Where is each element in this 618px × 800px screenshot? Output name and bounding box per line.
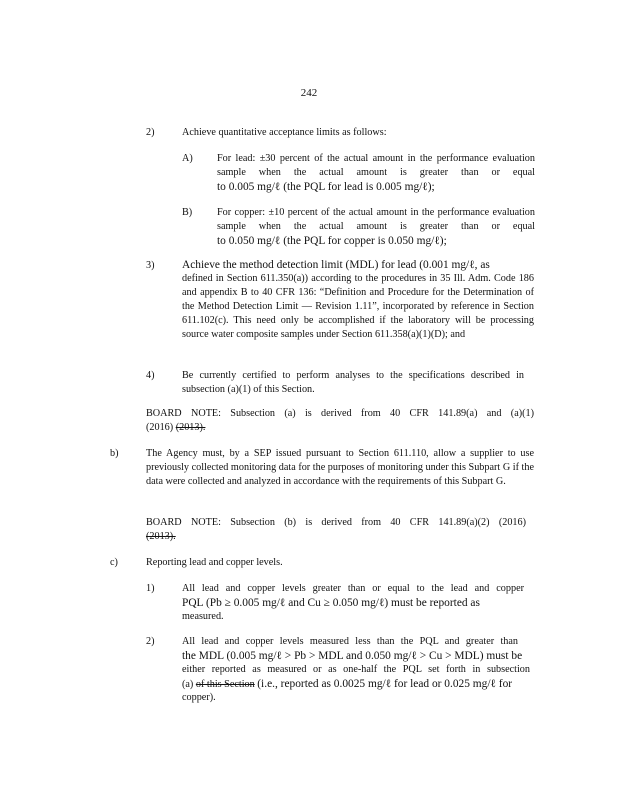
item-4-text: Be currently certified to perform analyses to the specifications described in subsection (a)(1) of this Section. — [182, 370, 524, 395]
item-2a-text: For lead: ±30 percent of the actual amount in the performance evaluation sample when the actual amount is greater than or equal — [217, 153, 535, 178]
section-c-text: Reporting lead and copper levels. — [146, 557, 283, 568]
section-b-label: b) — [110, 448, 119, 459]
item-2b-text: For copper: ±10 percent of the actual amount in the performance evaluation sample when the actual amount is greater than or equal — [217, 207, 535, 232]
board-note-b-struck: (2013). — [146, 531, 176, 542]
page-number: 242 — [300, 87, 318, 99]
item-2-label: 2) — [146, 127, 155, 138]
section-c-label: c) — [110, 557, 118, 568]
section-c1-line3: measured. — [182, 611, 224, 622]
board-note-a-struck: (2013). — [175, 422, 206, 433]
section-c1-line1: All lead and copper levels greater than or equal to the lead and copper — [182, 583, 524, 594]
section-c2-line4 — [182, 677, 542, 692]
board-note-b-cont — [146, 530, 346, 544]
board-note-b: BOARD NOTE: Subsection (b) is derived from 40 CFR 141.89(a)(2) (2016) — [146, 517, 526, 528]
section-b-text: The Agency must, by a SEP issued pursuant to Section 611.110, allow a supplier to use previously collected monitoring data for the purposes of monitoring under this Subpart G if the data were collected and analyzed in accordance with the requirements of this Subpart G. — [146, 448, 534, 487]
section-c2-line2: the MDL (0.005 mg/ℓ > Pb > MDL and 0.050 mg/ℓ > Cu > MDL) must be — [182, 650, 523, 662]
item-2a-text-cont: to 0.005 mg/ℓ (the PQL for lead is 0.005 mg/ℓ); — [217, 181, 435, 193]
item-4-label: 4) — [146, 370, 155, 381]
item-3-text-cont: defined in Section 611.350(a)) according to the procedures in 35 Ill. Adm. Code 186 and appendix B to 40 CFR 136: “Definition and Procedure for the Determination of the Method Detection Limit — Revision 1.11”, incorporated by reference in Section 611.102(c). This need only be accomplished if the laboratory will be processing source water composite samples under Section 611.358(a)(1)(D); and — [182, 273, 534, 340]
item-2b-text-cont: to 0.050 mg/ℓ (the PQL for copper is 0.050 mg/ℓ); — [217, 235, 447, 247]
section-c2-label: 2) — [146, 636, 155, 647]
item-2a-label: A) — [182, 153, 193, 164]
board-note-a-cont — [146, 421, 346, 435]
board-note-a-year: (2016) — [146, 422, 174, 433]
section-c1-label: 1) — [146, 583, 155, 594]
section-c2-line1: All lead and copper levels measured less than the PQL and greater than — [182, 636, 518, 647]
section-c2-line3: either reported as measured or as one-half the PQL set forth in subsection — [182, 664, 530, 675]
section-c2-line4-struck: of this Section — [195, 679, 255, 690]
section-c2-line5: copper). — [182, 692, 216, 703]
item-2b-label: B) — [182, 207, 193, 218]
section-c1-line2: PQL (Pb ≥ 0.005 mg/ℓ and Cu ≥ 0.050 mg/ℓ) must be reported as — [182, 597, 480, 609]
item-2-text: Achieve quantitative acceptance limits as follows: — [182, 127, 387, 138]
board-note-a: BOARD NOTE: Subsection (a) is derived from 40 CFR 141.89(a) and (a)(1) — [146, 408, 534, 419]
item-3-text: Achieve the method detection limit (MDL) for lead (0.001 mg/ℓ, as — [182, 259, 490, 271]
section-c2-line4-post: (i.e., reported as 0.0025 mg/ℓ for lead or 0.025 mg/ℓ for — [257, 678, 513, 690]
item-3-label: 3) — [146, 260, 155, 271]
section-c2-line4-pre: (a) — [182, 679, 194, 690]
